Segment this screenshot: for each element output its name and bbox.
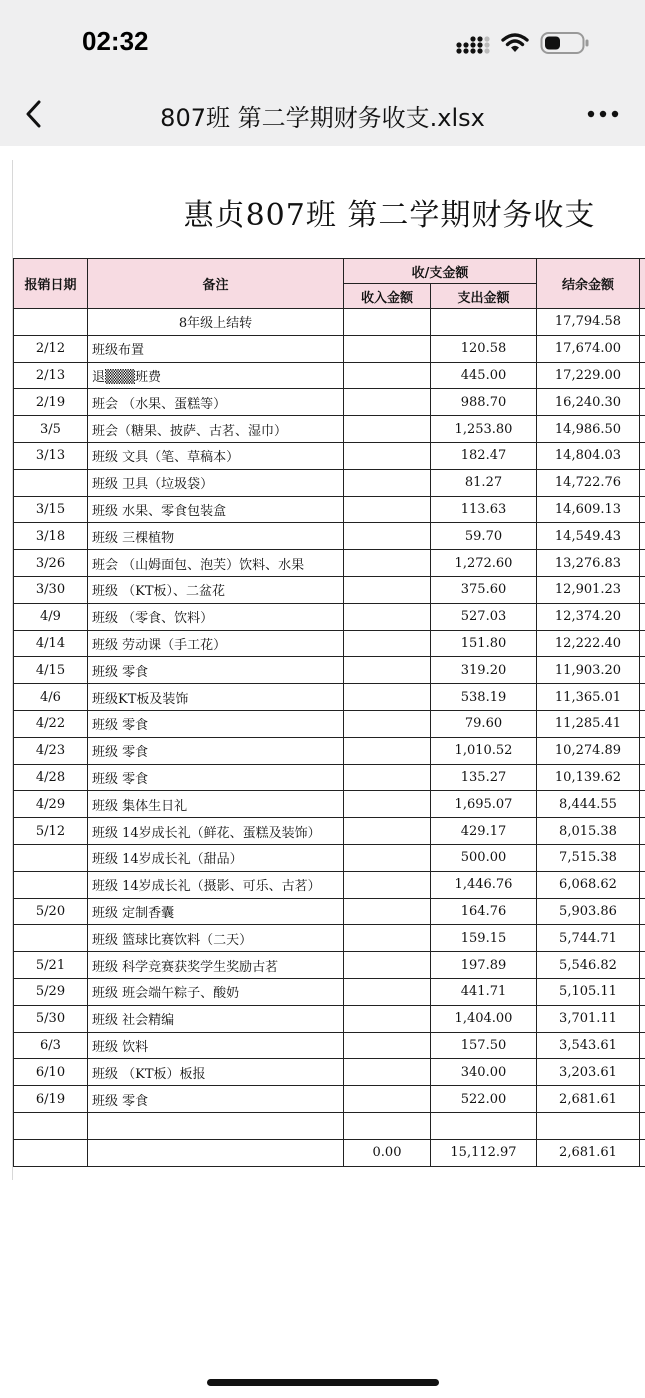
table-row (14, 818, 645, 845)
cell-extra[interactable] (640, 496, 645, 523)
cell-balance[interactable]: 14,609.13 (537, 496, 640, 523)
cell-balance[interactable]: 7,515.38 (537, 844, 640, 871)
header-date: 报销日期 (14, 259, 88, 309)
cell-note[interactable]: 班级 零食 (88, 764, 344, 791)
cell-date[interactable]: 4/22 (14, 710, 88, 737)
cell-expense[interactable]: 151.80 (431, 630, 537, 657)
cell-extra[interactable] (640, 1032, 645, 1059)
cell-extra[interactable] (640, 1086, 645, 1113)
cell-note[interactable]: 班会 （山姆面包、泡芙）饮料、水果 (88, 550, 344, 577)
cell-note[interactable]: 班级 劳动课（手工花） (88, 630, 344, 657)
cell-balance[interactable]: 14,804.03 (537, 442, 640, 469)
cell-expense[interactable]: 538.19 (431, 684, 537, 711)
table-row (14, 469, 645, 496)
table-row (14, 657, 645, 684)
cell-expense[interactable] (431, 1112, 537, 1139)
cell-expense[interactable]: 1,446.76 (431, 871, 537, 898)
cell-note[interactable]: 班级 （KT板）、二盆花 (88, 576, 344, 603)
cell-date[interactable]: 3/5 (14, 416, 88, 443)
cell-extra[interactable] (640, 576, 645, 603)
cell-income[interactable] (344, 550, 431, 577)
cell-balance[interactable]: 3,701.11 (537, 1005, 640, 1032)
cell-expense[interactable]: 59.70 (431, 523, 537, 550)
cell-income[interactable] (344, 496, 431, 523)
cell-date[interactable] (14, 925, 88, 952)
cell-expense[interactable]: 1,272.60 (431, 550, 537, 577)
table-row (14, 496, 645, 523)
table-row (14, 1005, 645, 1032)
cell-expense[interactable]: 988.70 (431, 389, 537, 416)
table-row (14, 603, 645, 630)
cell-date[interactable] (14, 844, 88, 871)
cell-date[interactable]: 5/29 (14, 978, 88, 1005)
cell-note[interactable]: 8年级上结转 (88, 309, 344, 336)
cell-extra[interactable] (640, 657, 645, 684)
cell-note[interactable]: 班级 水果、零食包装盒 (88, 496, 344, 523)
cell-expense[interactable]: 120.58 (431, 335, 537, 362)
cell-balance[interactable]: 12,901.23 (537, 576, 640, 603)
cell-balance[interactable]: 2,681.61 (537, 1086, 640, 1113)
cell-expense[interactable]: 445.00 (431, 362, 537, 389)
table-row (14, 1112, 645, 1139)
cell-balance[interactable]: 14,722.76 (537, 469, 640, 496)
cell-income[interactable] (344, 1059, 431, 1086)
cell-balance[interactable]: 5,546.82 (537, 952, 640, 979)
table-row (14, 952, 645, 979)
cell-date[interactable]: 2/12 (14, 335, 88, 362)
spreadsheet-view[interactable] (12, 160, 645, 1180)
cell-income[interactable] (344, 684, 431, 711)
cell-extra[interactable] (640, 335, 645, 362)
cell-expense[interactable]: 375.60 (431, 576, 537, 603)
cell-extra[interactable] (640, 1005, 645, 1032)
header-amount-group: 收/支金额 (344, 259, 537, 284)
cell-income[interactable] (344, 1086, 431, 1113)
cell-expense[interactable]: 441.71 (431, 978, 537, 1005)
cell-extra[interactable] (640, 978, 645, 1005)
table-row (14, 710, 645, 737)
cell-expense[interactable]: 159.15 (431, 925, 537, 952)
cell-extra[interactable] (640, 952, 645, 979)
cell-expense[interactable]: 1,010.52 (431, 737, 537, 764)
cell-balance[interactable]: 10,274.89 (537, 737, 640, 764)
cell-income[interactable] (344, 737, 431, 764)
cell-income[interactable] (344, 818, 431, 845)
cell-balance[interactable]: 17,674.00 (537, 335, 640, 362)
cell-expense[interactable]: 164.76 (431, 898, 537, 925)
cell-extra[interactable] (640, 844, 645, 871)
cell-expense[interactable]: 135.27 (431, 764, 537, 791)
cell-expense[interactable]: 182.47 (431, 442, 537, 469)
header-expense: 支出金额 (431, 284, 537, 309)
table-row (14, 684, 645, 711)
cell-extra[interactable] (640, 389, 645, 416)
cell-income[interactable] (344, 362, 431, 389)
cell-note[interactable]: 班级 社会精编 (88, 1005, 344, 1032)
cell-date[interactable]: 6/3 (14, 1032, 88, 1059)
cell-note[interactable]: 班级 三棵植物 (88, 523, 344, 550)
cell-income[interactable] (344, 469, 431, 496)
cell-date[interactable]: 4/14 (14, 630, 88, 657)
cell-balance[interactable]: 12,374.20 (537, 603, 640, 630)
cell-balance[interactable]: 5,903.86 (537, 898, 640, 925)
cell-income[interactable] (344, 576, 431, 603)
cell-expense[interactable]: 1,253.80 (431, 416, 537, 443)
cell-extra[interactable] (640, 1059, 645, 1086)
cell-balance[interactable]: 11,903.20 (537, 657, 640, 684)
header-row-1 (14, 259, 645, 284)
cell-extra[interactable] (640, 791, 645, 818)
cell-balance[interactable]: 3,543.61 (537, 1032, 640, 1059)
cell-note[interactable]: 班级 篮球比赛饮料（二天） (88, 925, 344, 952)
more-options-icon[interactable] (586, 108, 620, 120)
table-row (14, 576, 645, 603)
cell-extra[interactable] (640, 764, 645, 791)
cell-balance[interactable]: 16,240.30 (537, 389, 640, 416)
table-row (14, 1059, 645, 1086)
cell-balance[interactable]: 14,549.43 (537, 523, 640, 550)
cell-date[interactable]: 5/21 (14, 952, 88, 979)
cell-income[interactable] (344, 844, 431, 871)
cell-income[interactable] (344, 657, 431, 684)
table-row (14, 309, 645, 336)
table-row (14, 389, 645, 416)
table-row (14, 416, 645, 443)
cell-expense[interactable]: 319.20 (431, 657, 537, 684)
cell-balance[interactable]: 2,681.61 (537, 1139, 640, 1166)
cell-expense[interactable]: 1,404.00 (431, 1005, 537, 1032)
cell-income[interactable] (344, 309, 431, 336)
cell-income[interactable]: 0.00 (344, 1139, 431, 1166)
cell-expense[interactable]: 340.00 (431, 1059, 537, 1086)
cell-note[interactable]: 班级 定制香囊 (88, 898, 344, 925)
status-time: 02:32 (82, 26, 149, 56)
header-note: 备注 (88, 259, 344, 309)
cell-note[interactable]: 班级 班会端午粽子、酸奶 (88, 978, 344, 1005)
table-row (14, 925, 645, 952)
cell-income[interactable] (344, 416, 431, 443)
cell-note[interactable] (88, 1139, 344, 1166)
cell-note[interactable]: 班级 14岁成长礼（鲜花、蛋糕及装饰） (88, 818, 344, 845)
cell-date[interactable]: 4/28 (14, 764, 88, 791)
cell-date[interactable]: 3/18 (14, 523, 88, 550)
cell-expense[interactable]: 429.17 (431, 818, 537, 845)
cell-note[interactable]: 班级 零食 (88, 657, 344, 684)
cell-expense[interactable]: 1,695.07 (431, 791, 537, 818)
cell-note[interactable]: 班级 零食 (88, 737, 344, 764)
cell-note[interactable]: 班级 14岁成长礼（摄影、可乐、古茗） (88, 871, 344, 898)
table-row (14, 737, 645, 764)
cell-balance[interactable]: 11,365.01 (537, 684, 640, 711)
wifi-icon (501, 32, 529, 54)
cell-note[interactable]: 班级KT板及装饰 (88, 684, 344, 711)
header-income: 收入金额 (344, 284, 431, 309)
cell-date[interactable]: 3/15 (14, 496, 88, 523)
cell-expense[interactable] (431, 309, 537, 336)
cell-extra[interactable] (640, 1112, 645, 1139)
cell-balance[interactable]: 17,229.00 (537, 362, 640, 389)
cell-date[interactable]: 4/9 (14, 603, 88, 630)
cell-note[interactable]: 班级 （零食、饮料） (88, 603, 344, 630)
cell-date[interactable]: 4/15 (14, 657, 88, 684)
cell-date[interactable]: 3/30 (14, 576, 88, 603)
cell-date[interactable] (14, 871, 88, 898)
cell-expense[interactable]: 157.50 (431, 1032, 537, 1059)
cell-expense[interactable]: 15,112.97 (431, 1139, 537, 1166)
cell-extra[interactable] (640, 523, 645, 550)
cell-expense[interactable]: 522.00 (431, 1086, 537, 1113)
top-bar (0, 0, 645, 146)
cell-extra[interactable] (640, 871, 645, 898)
cell-extra[interactable] (640, 469, 645, 496)
table-row (14, 630, 645, 657)
cell-note[interactable] (88, 1112, 344, 1139)
cell-date[interactable] (14, 1139, 88, 1166)
cell-note[interactable]: 班级 集体生日礼 (88, 791, 344, 818)
cell-balance[interactable]: 14,986.50 (537, 416, 640, 443)
cell-extra[interactable] (640, 1139, 645, 1166)
cell-balance[interactable] (537, 1112, 640, 1139)
cell-income[interactable] (344, 978, 431, 1005)
table-row (14, 791, 645, 818)
home-indicator[interactable] (207, 1379, 439, 1386)
cell-extra[interactable] (640, 898, 645, 925)
cell-date[interactable]: 3/26 (14, 550, 88, 577)
cell-income[interactable] (344, 630, 431, 657)
cell-balance[interactable]: 10,139.62 (537, 764, 640, 791)
cell-date[interactable]: 2/13 (14, 362, 88, 389)
cell-extra[interactable] (640, 416, 645, 443)
table-row (14, 764, 645, 791)
cell-income[interactable] (344, 925, 431, 952)
cell-balance[interactable]: 8,015.38 (537, 818, 640, 845)
cell-balance[interactable]: 3,203.61 (537, 1059, 640, 1086)
cell-income[interactable] (344, 898, 431, 925)
cell-expense[interactable]: 79.60 (431, 710, 537, 737)
table-row (14, 978, 645, 1005)
cell-date[interactable]: 6/19 (14, 1086, 88, 1113)
cell-income[interactable] (344, 710, 431, 737)
cell-note[interactable]: 班级 卫具（垃圾袋） (88, 469, 344, 496)
table-row (14, 442, 645, 469)
cell-balance[interactable]: 5,744.71 (537, 925, 640, 952)
cell-income[interactable] (344, 389, 431, 416)
cell-note[interactable]: 班级 饮料 (88, 1032, 344, 1059)
cell-date[interactable]: 4/29 (14, 791, 88, 818)
table-row (14, 362, 645, 389)
cell-expense[interactable]: 113.63 (431, 496, 537, 523)
cell-date[interactable] (14, 309, 88, 336)
cell-balance[interactable]: 13,276.83 (537, 550, 640, 577)
cell-date[interactable]: 4/23 (14, 737, 88, 764)
cell-balance[interactable]: 5,105.11 (537, 978, 640, 1005)
cell-note[interactable]: 班会（糖果、披萨、古茗、湿巾） (88, 416, 344, 443)
ledger-body (14, 309, 645, 1167)
cell-date[interactable]: 6/10 (14, 1059, 88, 1086)
cell-note[interactable]: 班级 （KT板）板报 (88, 1059, 344, 1086)
cell-balance[interactable]: 12,222.40 (537, 630, 640, 657)
sheet-title: 惠贞807班 第二学期财务收支 (183, 198, 596, 233)
cell-note[interactable]: 班级 零食 (88, 710, 344, 737)
cell-income[interactable] (344, 335, 431, 362)
cell-extra[interactable] (640, 362, 645, 389)
cell-extra[interactable] (640, 603, 645, 630)
cell-note[interactable]: 退▒▒▒班费 (88, 362, 344, 389)
table-row (14, 844, 645, 871)
cell-extra[interactable] (640, 684, 645, 711)
cell-income[interactable] (344, 1032, 431, 1059)
cell-date[interactable]: 3/13 (14, 442, 88, 469)
cell-date[interactable] (14, 1112, 88, 1139)
cell-extra[interactable] (640, 630, 645, 657)
cellular-signal-icon (456, 34, 490, 54)
header-balance: 结余金额 (537, 259, 640, 309)
cell-income[interactable] (344, 764, 431, 791)
cell-income[interactable] (344, 791, 431, 818)
table-row (14, 550, 645, 577)
table-row (14, 1139, 645, 1166)
cell-expense[interactable]: 81.27 (431, 469, 537, 496)
cell-balance[interactable]: 8,444.55 (537, 791, 640, 818)
cell-date[interactable]: 5/20 (14, 898, 88, 925)
cell-extra[interactable] (640, 710, 645, 737)
cell-income[interactable] (344, 1005, 431, 1032)
cell-note[interactable]: 班级布置 (88, 335, 344, 362)
cell-extra[interactable] (640, 818, 645, 845)
cell-balance[interactable]: 6,068.62 (537, 871, 640, 898)
cell-expense[interactable]: 527.03 (431, 603, 537, 630)
cell-extra[interactable] (640, 442, 645, 469)
cell-expense[interactable]: 197.89 (431, 952, 537, 979)
table-row (14, 1086, 645, 1113)
cell-date[interactable]: 5/30 (14, 1005, 88, 1032)
cell-balance[interactable]: 11,285.41 (537, 710, 640, 737)
cell-note[interactable]: 班级 零食 (88, 1086, 344, 1113)
cell-note[interactable]: 班级 文具（笔、草稿本） (88, 442, 344, 469)
cell-note[interactable]: 班级 科学竞赛获奖学生奖励古茗 (88, 952, 344, 979)
cell-balance[interactable]: 17,794.58 (537, 309, 640, 336)
cell-extra[interactable] (640, 925, 645, 952)
cell-extra[interactable] (640, 550, 645, 577)
battery-icon (540, 31, 590, 55)
cell-date[interactable]: 2/19 (14, 389, 88, 416)
table-row (14, 898, 645, 925)
cell-income[interactable] (344, 871, 431, 898)
cell-expense[interactable]: 500.00 (431, 844, 537, 871)
header-extra-column (640, 259, 645, 309)
cell-date[interactable]: 5/12 (14, 818, 88, 845)
ledger-table (13, 258, 645, 1167)
table-row (14, 335, 645, 362)
cell-date[interactable]: 4/6 (14, 684, 88, 711)
table-row (14, 523, 645, 550)
cell-date[interactable] (14, 469, 88, 496)
cell-income[interactable] (344, 952, 431, 979)
cell-income[interactable] (344, 1112, 431, 1139)
cell-extra[interactable] (640, 309, 645, 336)
cell-income[interactable] (344, 603, 431, 630)
cell-note[interactable]: 班级 14岁成长礼（甜品） (88, 844, 344, 871)
cell-income[interactable] (344, 523, 431, 550)
cell-note[interactable]: 班会 （水果、蛋糕等） (88, 389, 344, 416)
file-title: 807班 第二学期财务收支.xlsx (160, 104, 485, 132)
cell-extra[interactable] (640, 737, 645, 764)
table-row (14, 1032, 645, 1059)
table-row (14, 871, 645, 898)
cell-income[interactable] (344, 442, 431, 469)
